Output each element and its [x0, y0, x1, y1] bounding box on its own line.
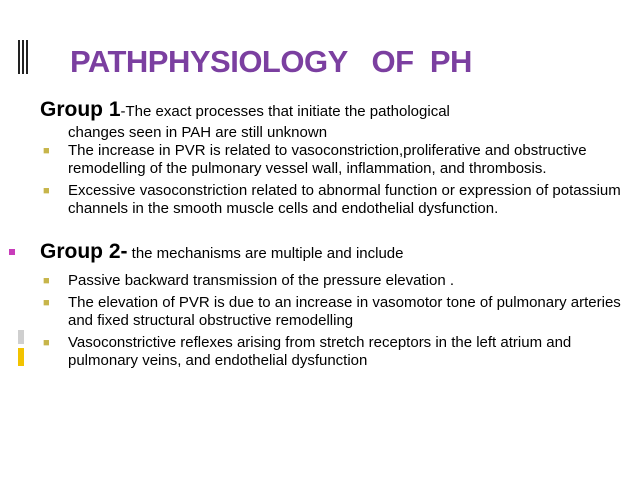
vertical-lines-decoration [18, 40, 28, 74]
list-item [40, 334, 625, 370]
list-item [40, 182, 625, 218]
yellow-bar-decoration [18, 348, 24, 366]
square-bullet-icon: ■ [43, 275, 50, 287]
square-bullet-icon: ■ [43, 185, 50, 197]
group-2-section [40, 240, 625, 370]
group-1-section [40, 98, 625, 218]
group-1-continuation: changes seen in PAH are still unknown [68, 124, 328, 141]
group-2-label: Group 2- [40, 240, 128, 263]
list-item [40, 272, 625, 290]
list-item-text: The increase in PVR is related to vasoconstriction,proliferative and obstructive remodelling of the pulmonary vessel wall, inflammation, and thrombosis. [68, 142, 587, 177]
list-item-text: The elevation of PVR is due to an increase in vasomotor tone of pulmonary arteries and fixed structural obstructive remodelling [68, 294, 621, 329]
group-2-heading [40, 240, 625, 266]
group-1-bullet-list [40, 142, 625, 218]
left-decoration [0, 0, 30, 479]
magenta-square-marker [9, 249, 15, 255]
group-2-lead: the mechanisms are multiple and include [127, 245, 404, 262]
list-item-text: Passive backward transmission of the pressure elevation . [68, 272, 455, 289]
square-bullet-icon: ■ [43, 337, 50, 349]
slide-title: PATHPHYSIOLOGY OF PH [70, 44, 472, 79]
gray-bar-decoration [18, 330, 24, 344]
list-item [40, 142, 625, 178]
group-1-label: Group 1 [40, 98, 121, 121]
group-1-heading [40, 98, 625, 124]
group-2-bullet-list [40, 272, 625, 370]
square-bullet-icon: ■ [43, 145, 50, 157]
square-bullet-icon: ■ [43, 297, 50, 309]
group-1-lead: -The exact processes that initiate the pathological [120, 103, 450, 120]
list-item-text: Vasoconstrictive reflexes arising from stretch receptors in the left atrium and pulmonary veins, and endothelial dysfunction [68, 334, 572, 369]
slide-content [40, 98, 625, 374]
list-item [40, 294, 625, 330]
list-item-text: Excessive vasoconstriction related to abnormal function or expression of potassium channels in the smooth muscle cells and endothelial dysfunction. [68, 182, 621, 217]
